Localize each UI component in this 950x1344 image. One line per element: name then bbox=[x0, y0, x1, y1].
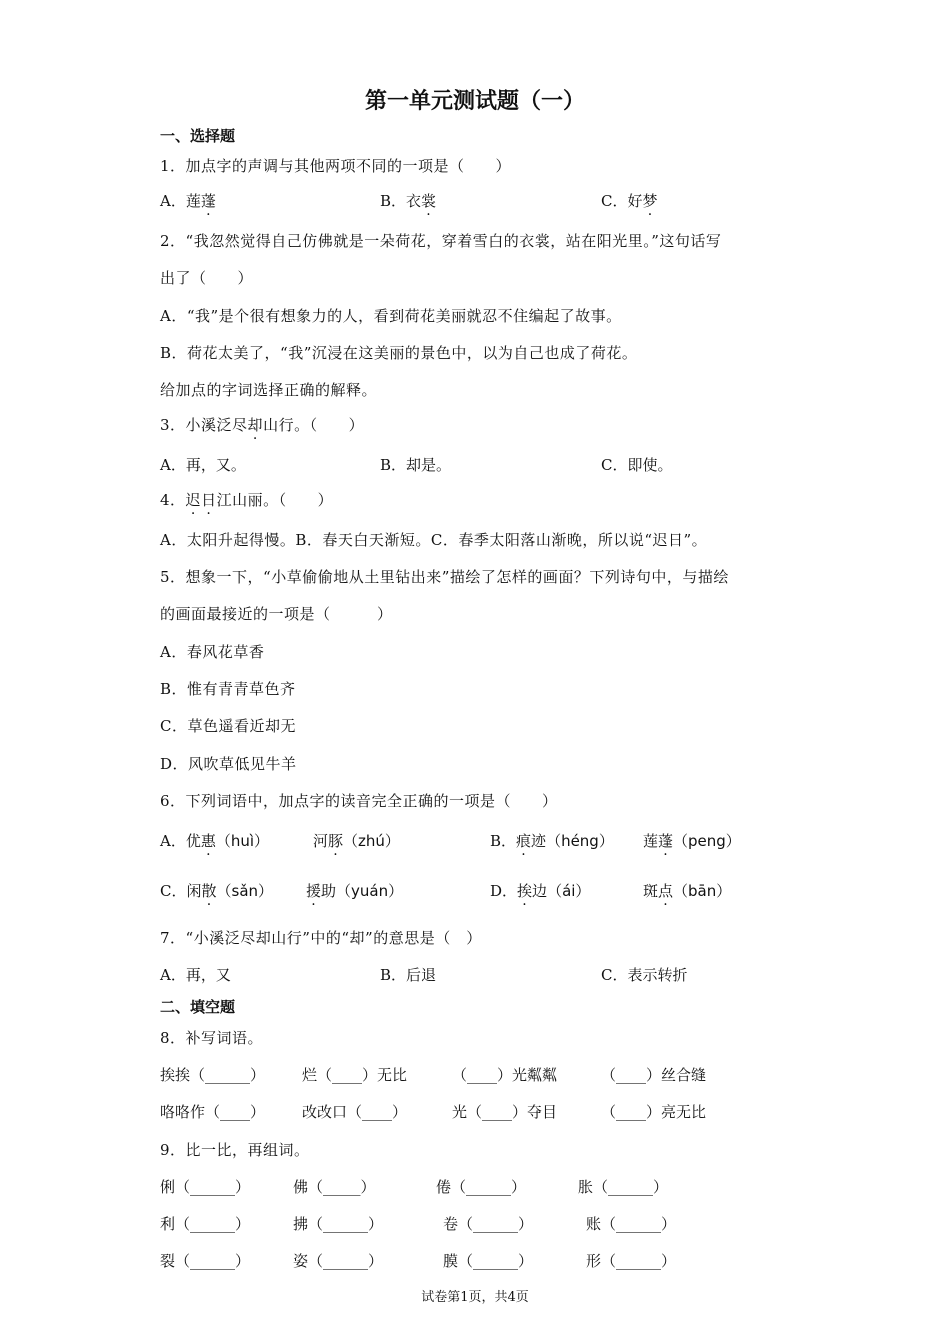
question-3-stem: 3．小溪泛尽却山行。（ ） bbox=[160, 416, 365, 434]
emphasis-char: 挨 bbox=[517, 882, 533, 900]
emphasis-char: 惠 bbox=[200, 832, 216, 850]
question-1-option-c: C．好梦 bbox=[601, 192, 658, 210]
question-5-option-a: A．春风花草香 bbox=[160, 643, 265, 661]
question-1-option-a: A．莲蓬 bbox=[160, 192, 216, 210]
question-2-option-b: B．荷花太美了，“我”沉浸在这美丽的景色中，以为自己也成了荷花。 bbox=[160, 344, 638, 362]
emphasis-char: 裳 bbox=[421, 192, 437, 210]
question-7-option-c: C．表示转折 bbox=[601, 966, 688, 984]
question-2-stem-line1: 2．“我忽然觉得自己仿佛就是一朵荷花，穿着雪白的衣裳，站在阳光里。”这句话写 bbox=[160, 232, 722, 250]
question-3-option-a: A．再，又。 bbox=[160, 456, 246, 474]
question-7-stem: 7．“小溪泛尽却山行”中的“却”的意思是（ ） bbox=[160, 929, 482, 947]
question-6-option-b-word2: 莲蓬（peng） bbox=[643, 832, 741, 850]
page-footer: 试卷第1页，共4页 bbox=[421, 1290, 529, 1305]
question-7-option-a: A．再，又 bbox=[160, 966, 231, 984]
fill-blank-item: 烂（____）无比 bbox=[302, 1066, 408, 1084]
question-5-option-b: B．惟有青青草色齐 bbox=[160, 680, 296, 698]
question-8-stem: 8．补写词语。 bbox=[160, 1029, 264, 1047]
question-6-option-d-word1: D．挨边（ái） bbox=[490, 882, 591, 900]
compare-word-item: 利（______） bbox=[160, 1215, 251, 1233]
question-6-option-a-word1: A．优惠（huì） bbox=[160, 832, 270, 850]
compare-word-item: 形（______） bbox=[586, 1252, 677, 1270]
fill-blank-item: 咯咯作（____） bbox=[160, 1103, 266, 1121]
question-5-stem-line1: 5．想象一下，“小草偷偷地从土里钻出来”描绘了怎样的画面？下列诗句中，与描绘 bbox=[160, 568, 729, 586]
emphasis-char: 豚 bbox=[328, 832, 344, 850]
compare-word-item: 拂（______） bbox=[293, 1215, 384, 1233]
question-1-stem: 1．加点字的声调与其他两项不同的一项是（ ） bbox=[160, 157, 512, 175]
question-3-option-c: C．即使。 bbox=[601, 456, 673, 474]
fill-blank-item: （____）光粼粼 bbox=[452, 1066, 558, 1084]
question-5-option-d: D．风吹草低见牛羊 bbox=[160, 755, 297, 773]
question-5-option-c: C．草色遥看近却无 bbox=[160, 717, 296, 735]
question-6-option-b-word1: B．痕迹（héng） bbox=[490, 832, 614, 850]
question-7-option-b: B．后退 bbox=[380, 966, 437, 984]
emphasis-char: 点 bbox=[658, 882, 674, 900]
question-4-stem: 4．迟日江山丽。（ ） bbox=[160, 491, 334, 509]
emphasis-char: 迟 bbox=[185, 491, 202, 509]
compare-word-item: 佛（_____） bbox=[293, 1178, 376, 1196]
emphasis-char: 蓬 bbox=[200, 192, 216, 210]
question-2-option-a: A．“我”是个很有想象力的人，看到荷花美丽就忍不住编起了故事。 bbox=[160, 307, 622, 325]
question-3-option-b: B．却是。 bbox=[380, 456, 452, 474]
emphasis-char: 痕 bbox=[516, 832, 532, 850]
page-title: 第一单元测试题（一） bbox=[364, 89, 585, 114]
question-2-stem-line2: 出了（ ） bbox=[160, 269, 254, 287]
compare-word-item: 卷（______） bbox=[443, 1215, 534, 1233]
compare-word-item: 账（______） bbox=[586, 1215, 677, 1233]
question-6-option-c-word1: C．闲散（sǎn） bbox=[160, 882, 274, 900]
emphasis-char: 蓬 bbox=[658, 832, 674, 850]
question-6-option-d-word2: 斑点（bān） bbox=[643, 882, 732, 900]
fill-blank-item: （____）亮无比 bbox=[601, 1103, 707, 1121]
compare-word-item: 胀（______） bbox=[578, 1178, 669, 1196]
question-9-stem: 9．比一比，再组词。 bbox=[160, 1141, 310, 1159]
compare-word-item: 膜（______） bbox=[443, 1252, 534, 1270]
fill-blank-item: 改改口（____） bbox=[302, 1103, 408, 1121]
compare-word-item: 倦（______） bbox=[436, 1178, 527, 1196]
emphasis-char: 散 bbox=[201, 882, 217, 900]
section-heading-choice: 一、选择题 bbox=[160, 127, 236, 145]
emphasis-char: 援 bbox=[306, 882, 322, 900]
question-6-option-c-word2: 援助（yuán） bbox=[306, 882, 404, 900]
fill-blank-item: 光（____）夺目 bbox=[452, 1103, 558, 1121]
question-6-option-a-word2: 河豚（zhú） bbox=[313, 832, 400, 850]
emphasis-char: 日 bbox=[201, 491, 217, 509]
emphasis-char: 梦 bbox=[642, 192, 658, 210]
question-6-stem: 6．下列词语中，加点字的读音完全正确的一项是（ ） bbox=[160, 792, 558, 810]
instruction-text: 给加点的字词选择正确的解释。 bbox=[160, 381, 378, 399]
fill-blank-item: 挨挨（______） bbox=[160, 1066, 266, 1084]
question-4-options: A．太阳升起得慢。B．春天白天渐短。C．春季太阳落山渐晚，所以说“迟日”。 bbox=[160, 531, 708, 549]
fill-blank-item: （____）丝合缝 bbox=[601, 1066, 707, 1084]
section-heading-fill: 二、填空题 bbox=[160, 998, 236, 1016]
compare-word-item: 俐（______） bbox=[160, 1178, 251, 1196]
compare-word-item: 裂（______） bbox=[160, 1252, 251, 1270]
emphasis-char: 却 bbox=[247, 416, 264, 434]
compare-word-item: 姿（______） bbox=[293, 1252, 384, 1270]
question-5-stem-line2: 的画面最接近的一项是（ ） bbox=[160, 605, 393, 623]
question-1-option-b: B．衣裳 bbox=[380, 192, 437, 210]
